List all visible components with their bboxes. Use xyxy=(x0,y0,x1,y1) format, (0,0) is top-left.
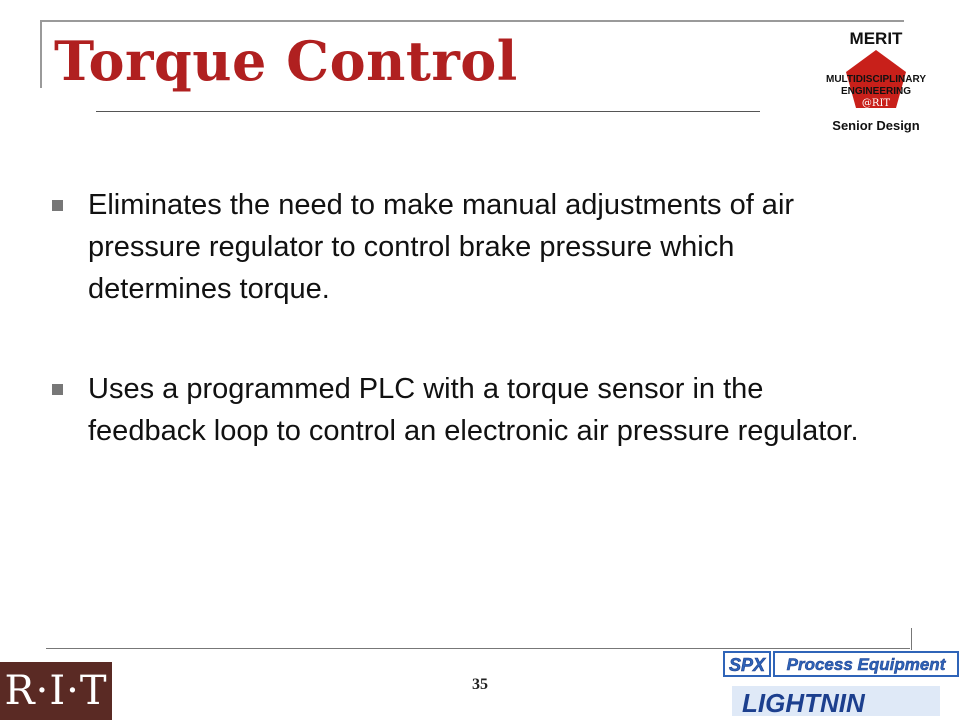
merit-logo-top: MERIT xyxy=(849,29,903,48)
merit-logo-bottom: Senior Design xyxy=(832,118,920,133)
title-frame-left xyxy=(40,20,42,88)
bullet-square-icon xyxy=(52,200,63,211)
title-frame-top xyxy=(40,20,904,22)
spx-lightnin-logo xyxy=(722,650,960,720)
page-number: 35 xyxy=(472,676,488,693)
bullet-square-icon xyxy=(52,384,63,395)
bullet-list xyxy=(50,184,870,510)
merit-logo-line2: ENGINEERING xyxy=(840,86,912,97)
bullet-text: Uses a programmed PLC with a torque sensor in the feedback loop to control an electronic air pressure regulator. xyxy=(88,373,859,447)
spx-logo-division: Process Equipment xyxy=(786,655,946,674)
title-underline xyxy=(96,111,760,112)
lightnin-logo-text: LIGHTNIN xyxy=(742,688,865,718)
bullet-item xyxy=(50,184,870,310)
footer-vline xyxy=(911,628,912,650)
merit-logo-line1: MULTIDISCIPLINARY xyxy=(826,74,926,85)
merit-logo-line3: @RIT xyxy=(861,98,891,109)
merit-logo xyxy=(810,22,942,140)
spx-logo-brand: SPX xyxy=(728,655,766,675)
bullet-item xyxy=(50,368,870,452)
bullet-text: Eliminates the need to make manual adjustments of air pressure regulator to control brake pressure which determines torque. xyxy=(88,189,795,305)
rit-logo: R·I·T xyxy=(0,662,112,720)
footer-line xyxy=(46,648,910,649)
slide-title: Torque Control xyxy=(54,29,518,93)
